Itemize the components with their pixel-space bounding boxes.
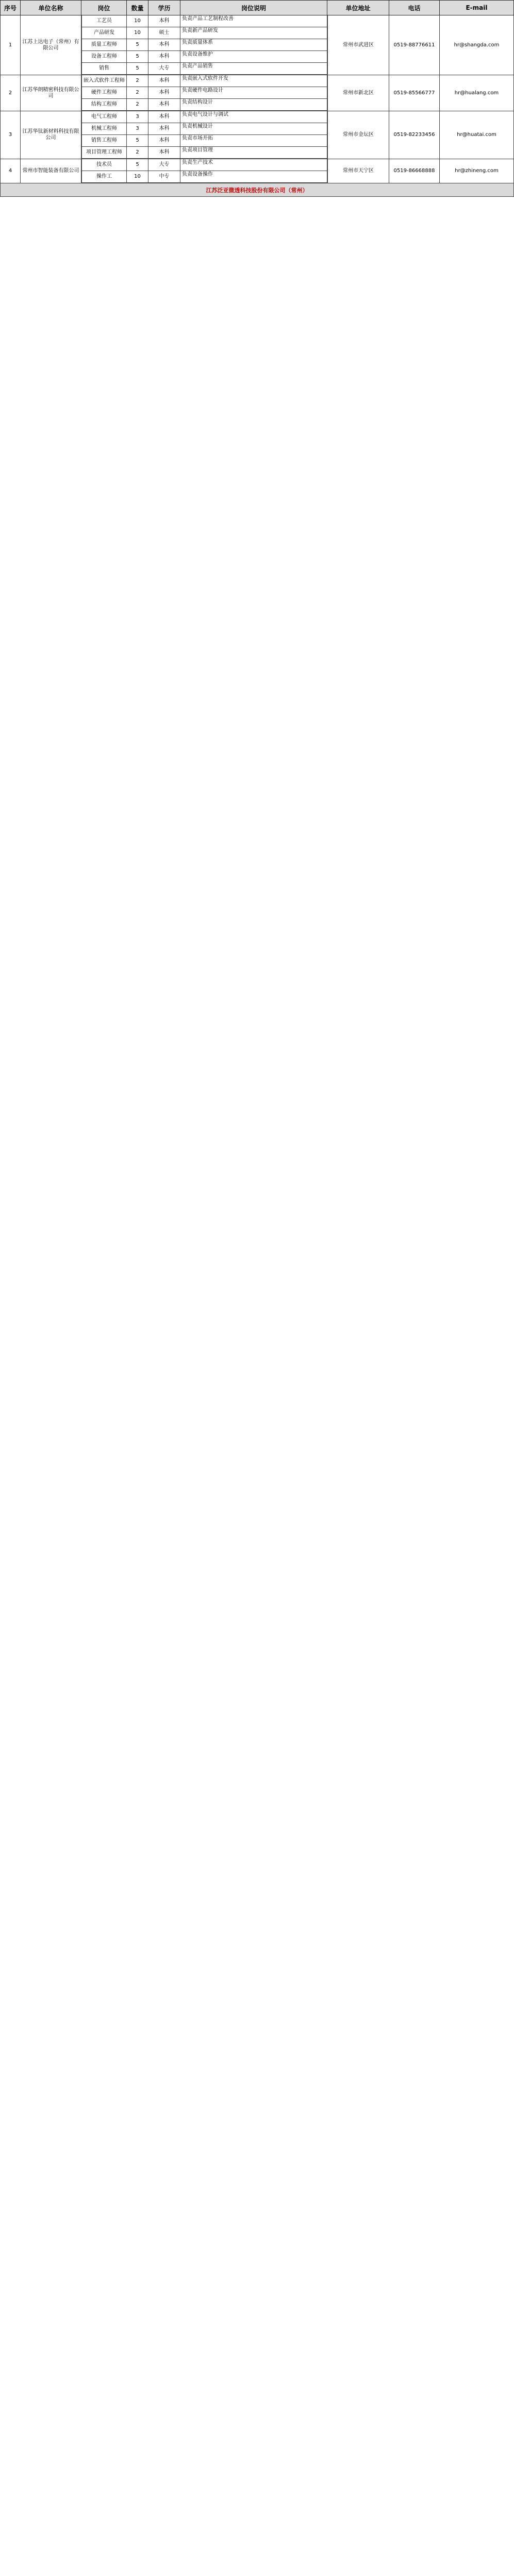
position-cell: 机械工程师: [81, 123, 127, 134]
description-cell: 负责硬件电路设计: [180, 87, 327, 98]
table-row: [81, 51, 327, 63]
table-row: [81, 135, 327, 147]
count-cell: 3: [127, 123, 148, 134]
company-block: [0, 159, 514, 183]
count-cell: 2: [127, 87, 148, 98]
position-cell: 产品研发: [81, 27, 127, 39]
table-row: [81, 111, 327, 123]
education-cell: 本科: [148, 99, 180, 110]
job-table: [0, 15, 514, 183]
header-email: E-mail: [440, 1, 514, 15]
education-cell: 大专: [148, 63, 180, 74]
count-cell: 3: [127, 111, 148, 123]
education-cell: 本科: [148, 87, 180, 98]
table-row: [81, 63, 327, 75]
header-education: 学历: [148, 1, 180, 15]
company-address: 常州市天宁区: [327, 159, 389, 183]
company-name: 江苏华钛新材料科技有限公司: [21, 111, 81, 159]
count-cell: 10: [127, 15, 148, 27]
company-left: [0, 111, 81, 159]
table-row: [81, 39, 327, 51]
company-right: [327, 75, 514, 111]
education-cell: 本科: [148, 111, 180, 123]
table-header: [0, 0, 514, 15]
description-cell: 负责设备操作: [180, 171, 327, 182]
description-cell: 负责产品销售: [180, 63, 327, 74]
company-email[interactable]: hr@shangda.com: [440, 15, 514, 75]
company-index: 4: [0, 159, 21, 183]
table-row: [81, 147, 327, 159]
position-cell: 电气工程师: [81, 111, 127, 123]
company-right: [327, 111, 514, 159]
education-cell: 本科: [148, 75, 180, 87]
company-index: 2: [0, 75, 21, 111]
company-index: 3: [0, 111, 21, 159]
table-row: [81, 171, 327, 183]
education-cell: 本科: [148, 135, 180, 146]
position-cell: 销售工程师: [81, 135, 127, 146]
count-cell: 2: [127, 75, 148, 87]
company-phone: 0519-86668888: [389, 159, 440, 183]
education-cell: 硕士: [148, 27, 180, 39]
education-cell: 大专: [148, 159, 180, 171]
company-email[interactable]: hr@zhineng.com: [440, 159, 514, 183]
count-cell: 5: [127, 39, 148, 50]
education-cell: 本科: [148, 51, 180, 62]
description-cell: 负责质量体系: [180, 39, 327, 50]
description-cell: 负责机械设计: [180, 123, 327, 134]
education-cell: 中专: [148, 171, 180, 182]
company-block: [0, 15, 514, 75]
company-left: [0, 159, 81, 183]
company-positions: [81, 159, 327, 183]
position-cell: 操作工: [81, 171, 127, 182]
company-phone: 0519-82233456: [389, 111, 440, 159]
position-cell: 设备工程师: [81, 51, 127, 62]
company-name: 江苏上达电子（常州）有限公司: [21, 15, 81, 75]
company-positions: [81, 15, 327, 75]
table-row: [81, 75, 327, 87]
header-company: 单位名称: [21, 1, 81, 15]
count-cell: 10: [127, 27, 148, 39]
education-cell: 本科: [148, 15, 180, 27]
company-name: 常州市智能装备有限公司: [21, 159, 81, 183]
company-left: [0, 75, 81, 111]
table-row: [81, 27, 327, 39]
count-cell: 5: [127, 63, 148, 74]
count-cell: 2: [127, 99, 148, 110]
section-band: 江苏泛亚微透科技股份有限公司（常州）: [0, 183, 514, 197]
count-cell: 10: [127, 171, 148, 182]
company-address: 常州市金坛区: [327, 111, 389, 159]
position-cell: 硬件工程师: [81, 87, 127, 98]
header-position: 岗位: [81, 1, 127, 15]
education-cell: 本科: [148, 123, 180, 134]
description-cell: 负责市场开拓: [180, 135, 327, 146]
position-cell: 结构工程师: [81, 99, 127, 110]
count-cell: 2: [127, 147, 148, 158]
count-cell: 5: [127, 51, 148, 62]
description-cell: 负责设备维护: [180, 51, 327, 62]
position-cell: 工艺员: [81, 15, 127, 27]
description-cell: 负责结构设计: [180, 99, 327, 110]
table-row: [81, 15, 327, 27]
company-positions: [81, 111, 327, 159]
header-count: 数量: [127, 1, 148, 15]
header-index: 序号: [0, 1, 21, 15]
company-block: [0, 75, 514, 111]
position-cell: 质量工程师: [81, 39, 127, 50]
description-cell: 负责电气设计与调试: [180, 111, 327, 123]
company-phone: 0519-85566777: [389, 75, 440, 111]
company-name: 江苏华朗精密科技有限公司: [21, 75, 81, 111]
company-email[interactable]: hr@hualang.com: [440, 75, 514, 111]
company-right: [327, 15, 514, 75]
table-row: [81, 123, 327, 135]
header-phone: 电话: [389, 1, 440, 15]
company-index: 1: [0, 15, 21, 75]
company-email[interactable]: hr@huatai.com: [440, 111, 514, 159]
position-cell: 嵌入式软件工程师: [81, 75, 127, 87]
count-cell: 5: [127, 159, 148, 171]
table-row: [81, 87, 327, 99]
company-phone: 0519-88776611: [389, 15, 440, 75]
company-block: [0, 111, 514, 159]
description-cell: 负责生产技术: [180, 159, 327, 171]
table-row: [81, 159, 327, 171]
header-address: 单位地址: [327, 1, 389, 15]
company-left: [0, 15, 81, 75]
education-cell: 本科: [148, 147, 180, 158]
header-description: 岗位说明: [180, 1, 327, 15]
count-cell: 5: [127, 135, 148, 146]
company-positions: [81, 75, 327, 111]
description-cell: 负责产品工艺制程改善: [180, 15, 327, 27]
company-address: 常州市武进区: [327, 15, 389, 75]
education-cell: 本科: [148, 39, 180, 50]
company-address: 常州市新北区: [327, 75, 389, 111]
position-cell: 销售: [81, 63, 127, 74]
position-cell: 技术员: [81, 159, 127, 171]
description-cell: 负责项目管理: [180, 147, 327, 158]
description-cell: 负责嵌入式软件开发: [180, 75, 327, 87]
table-row: [81, 99, 327, 111]
position-cell: 项目管理工程师: [81, 147, 127, 158]
company-right: [327, 159, 514, 183]
description-cell: 负责新产品研发: [180, 27, 327, 39]
